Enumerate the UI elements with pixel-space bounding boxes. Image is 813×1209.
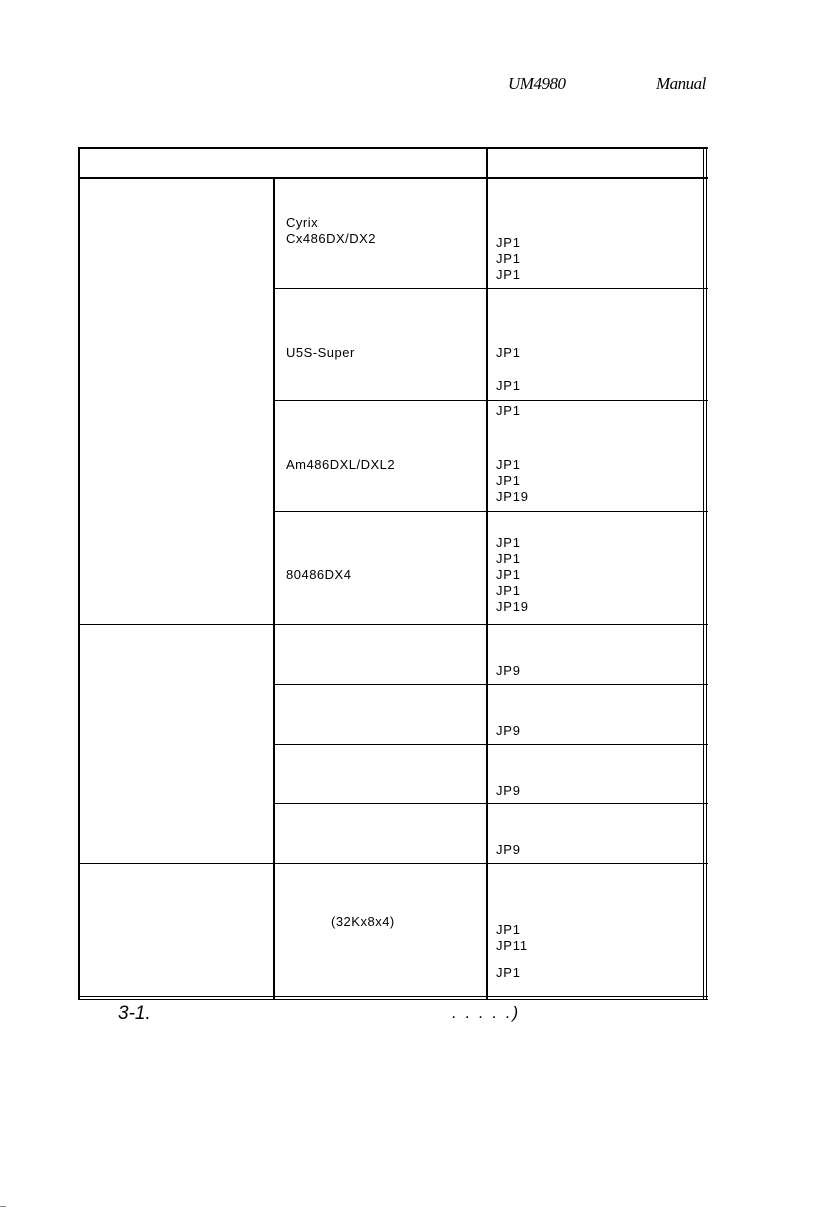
header-separator <box>78 177 708 179</box>
cpu-type-cell: Am486DXL/DXL2 <box>286 457 396 472</box>
jumper-label: JP19 <box>496 489 529 504</box>
table-caption-dots: . . . . .) <box>452 1003 521 1022</box>
cpu-type-cell: U5S-Super <box>286 345 355 360</box>
table-caption-number: 3-1. <box>118 1003 151 1024</box>
jumper-label: JP1 <box>496 251 521 266</box>
jumper-label: JP1 <box>496 235 521 250</box>
table-border-right <box>703 147 704 1000</box>
cpu-type-cell: Cx486DX/DX2 <box>286 231 377 246</box>
row-separator <box>274 400 708 401</box>
jumper-label: JP1 <box>496 473 521 488</box>
row-separator <box>274 684 708 685</box>
column-divider-1 <box>273 177 275 1000</box>
section-separator-1 <box>78 624 708 625</box>
header-model: UM4980 <box>508 74 566 93</box>
row-separator <box>274 744 708 745</box>
jumper-label: JP9 <box>496 842 521 857</box>
row-separator <box>274 803 708 804</box>
table-border-left <box>78 147 80 1000</box>
jumper-settings-table <box>78 147 708 1000</box>
jumper-label: JP1 <box>496 535 521 550</box>
cache-size-cell: (32Kx8x4) <box>331 914 395 929</box>
jumper-label: JP1 <box>496 403 521 418</box>
table-border-top <box>78 147 708 149</box>
jumper-label: JP1 <box>496 378 521 393</box>
row-separator <box>274 288 708 289</box>
jumper-label: JP1 <box>496 551 521 566</box>
jumper-label: JP19 <box>496 599 529 614</box>
jumper-label: JP11 <box>496 938 528 953</box>
jumper-label: JP1 <box>496 922 521 937</box>
jumper-label: JP1 <box>496 345 521 360</box>
table-border-bottom-2 <box>78 999 708 1000</box>
table-border-bottom <box>78 996 708 997</box>
row-separator <box>274 511 708 512</box>
section-separator-2 <box>78 863 708 864</box>
cpu-type-cell: 80486DX4 <box>286 567 352 582</box>
table-border-right-2 <box>706 147 707 1000</box>
jumper-label: JP9 <box>496 783 521 798</box>
jumper-label: JP1 <box>496 567 521 582</box>
header-doc-type: Manual <box>656 74 706 93</box>
column-divider-2 <box>486 147 488 1000</box>
jumper-label: JP9 <box>496 663 521 678</box>
jumper-label: JP1 <box>496 583 521 598</box>
jumper-label: JP1 <box>496 267 521 282</box>
scan-mark <box>0 1206 6 1207</box>
jumper-label: JP1 <box>496 965 521 980</box>
jumper-label: JP9 <box>496 723 521 738</box>
cpu-type-cell: Cyrix <box>286 215 319 230</box>
jumper-label: JP1 <box>496 457 521 472</box>
